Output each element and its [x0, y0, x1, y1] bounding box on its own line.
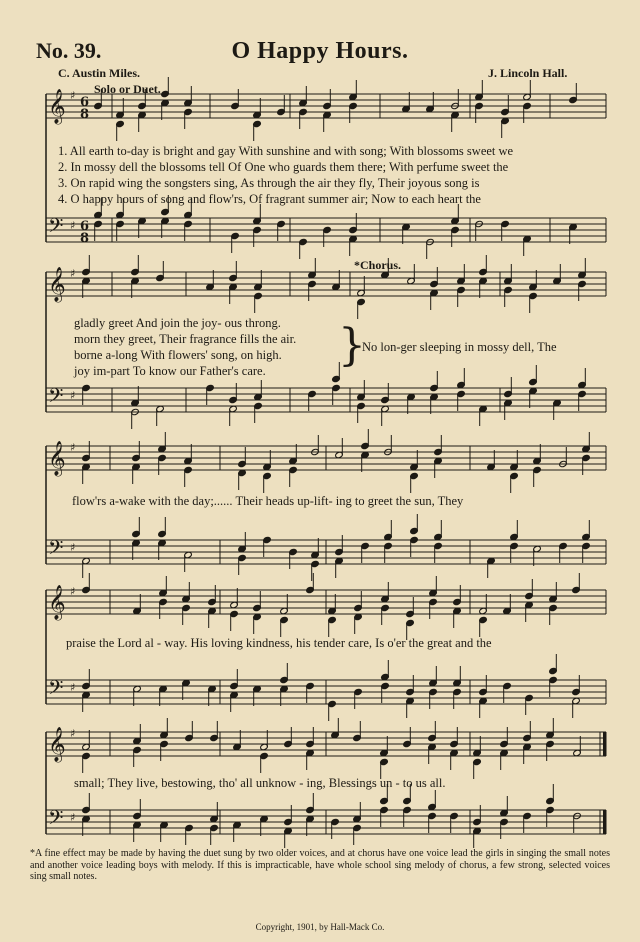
- verse-2-ending: morn they greet, Their fragrance fills the air.: [74, 332, 297, 346]
- composer-credit: J. Lincoln Hall.: [488, 66, 568, 80]
- system-3-treble-sharp-icon: ♯: [70, 441, 76, 454]
- system-1-bass-time-top: 6: [80, 219, 90, 234]
- system-1-treble-sharp-icon: ♯: [70, 89, 76, 102]
- verse-1-line: 1. All earth to-day is bright and gay With sunshine and with song; With blossoms sweet we: [58, 144, 514, 158]
- verse-3-line: 3. On rapid wing the songsters sing, As through the air they fly, Their joyous song is: [58, 176, 480, 190]
- system-4-bass-sharp-icon: ♯: [70, 681, 76, 694]
- system-5-bass-clef-icon: 𝄢: [48, 806, 64, 834]
- system-3-bass-clef-icon: 𝄢: [48, 536, 64, 564]
- system-4-treble-sharp-icon: ♯: [70, 585, 76, 598]
- system-3-treble-clef-icon: 𝄞: [48, 441, 66, 476]
- verse-1-ending: gladly greet And join the joy- ous throng.: [74, 316, 281, 330]
- copyright-notice: Copyright, 1901, by Hall-Mack Co.: [255, 922, 385, 932]
- footnote: *A fine effect may be made by having the duet sung by two older voices, and at chorus have one voice lead the girls in singing the small notes and another voice leading boys with melody. If this is impracticable, have whole school sing melody of chorus, a few strong, selected voices sing small notes.: [30, 848, 610, 882]
- system-3-bass-sharp-icon: ♯: [70, 541, 76, 554]
- system-5-treble-sharp-icon: ♯: [70, 727, 76, 740]
- hymn-title: O Happy Hours.: [231, 38, 409, 64]
- final-thick-barline: [603, 732, 607, 756]
- system-4-bass-clef-icon: 𝄢: [48, 676, 64, 704]
- system-2-treble-sharp-icon: ♯: [70, 267, 76, 280]
- verse-4-line: 4. O happy hours of song and flow'rs, Of fragrant summer air; Now to each heart the: [58, 192, 481, 206]
- hymn-number: No. 39.: [36, 38, 102, 63]
- verse-3-ending: borne a-long With flowers' song, on high.: [74, 348, 282, 362]
- system-2-treble-clef-icon: 𝄞: [48, 267, 66, 302]
- system-1-treble-time-top: 6: [80, 95, 90, 110]
- verse-brace-icon: }: [338, 320, 366, 371]
- system-1-treble-clef-icon: 𝄞: [48, 89, 66, 124]
- system-1-treble-time-bottom: 8: [80, 107, 90, 122]
- chorus-lyric-line-2: flow'rs a-wake with the day;...... Their heads up-lift- ing to greet the sun, They: [72, 494, 464, 508]
- final-thick-barline: [603, 810, 607, 834]
- verse-4-ending: joy im-part To know our Father's care.: [74, 364, 266, 378]
- chorus-marker: *Chorus.: [354, 258, 402, 272]
- lyricist-credit: C. Austin Miles.: [58, 66, 141, 80]
- system-5-treble-clef-icon: 𝄞: [48, 727, 66, 762]
- chorus-lyric-line-4: small; They live, bestowing, tho' all unknow - ing, Blessings un - to us all.: [74, 776, 446, 790]
- system-1-bass-sharp-icon: ♯: [70, 219, 76, 232]
- system-4-treble-clef-icon: 𝄞: [48, 585, 66, 620]
- system-2-bass-clef-icon: 𝄢: [48, 384, 64, 412]
- system-1-bass-time-bottom: 8: [80, 231, 90, 246]
- system-2-bass-sharp-icon: ♯: [70, 389, 76, 402]
- verse-2-line: 2. In mossy dell the blossoms tell Of One who guards them there; With perfume sweet the: [58, 160, 509, 174]
- chorus-lyric-line-1: No lon-ger sleeping in mossy dell, The: [362, 340, 557, 354]
- voicing-direction: Solo or Duet.: [94, 82, 161, 96]
- system-1-bass-clef-icon: 𝄢: [48, 214, 64, 242]
- chorus-lyric-line-3: praise the Lord al - way. His loving kindness, his tender care, Is o'er the great and the: [66, 636, 492, 650]
- system-5-bass-sharp-icon: ♯: [70, 811, 76, 824]
